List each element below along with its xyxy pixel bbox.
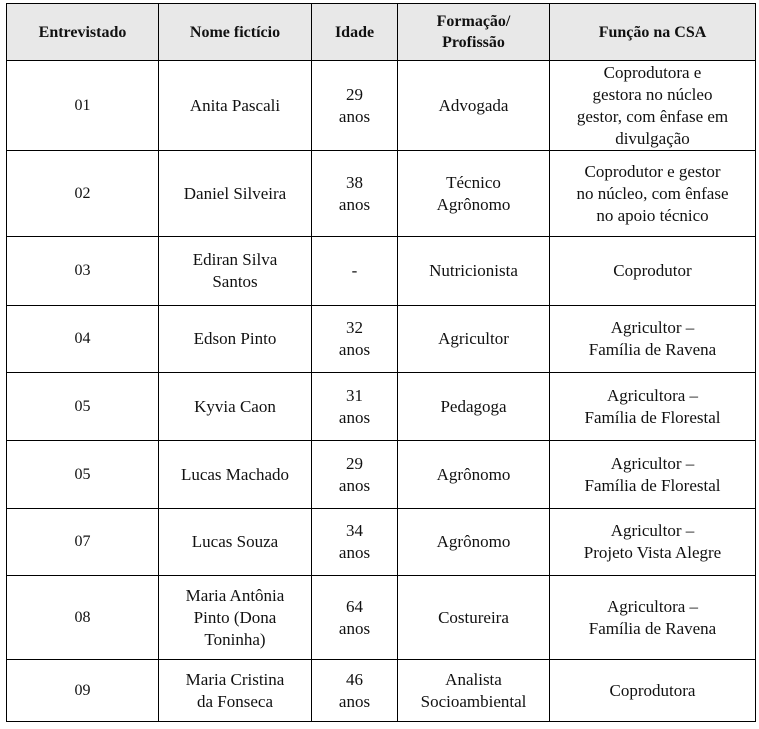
cell-age <box>312 576 398 660</box>
cell-csa-role <box>550 373 756 441</box>
cell-interviewee-id: 04 <box>7 306 159 373</box>
cell-age-line: 29 <box>346 84 363 104</box>
cell-csa-role-line: no núcleo, com ênfase <box>576 183 729 203</box>
cell-csa-role-line: Família de Florestal <box>584 475 721 495</box>
cell-age-line: anos <box>338 340 371 359</box>
cell-education-line: Nutricionista <box>429 261 518 280</box>
cell-education-line: Costureira <box>438 607 509 627</box>
cell-education <box>398 660 550 722</box>
cell-education-line: Técnico <box>446 172 501 192</box>
cell-csa-role-line: Agricultor – <box>610 521 695 540</box>
cell-age <box>312 660 398 722</box>
cell-fictitious-name-line: Santos <box>212 272 258 291</box>
cell-csa-role <box>550 151 756 237</box>
cell-csa-role-line: divulgação <box>615 128 690 148</box>
cell-age-line: anos <box>338 618 371 638</box>
cell-csa-role <box>550 441 756 509</box>
cell-age-line: anos <box>338 691 371 711</box>
table-row <box>7 306 756 373</box>
header-education-line: Profissão <box>442 34 505 51</box>
cell-age-line: 29 <box>346 453 363 473</box>
cell-fictitious-name <box>159 237 312 306</box>
cell-csa-role-line: Agricultor – <box>610 318 695 337</box>
cell-interviewee-id: 05 <box>7 441 159 509</box>
cell-fictitious-name-line: Anita Pascali <box>189 95 281 115</box>
cell-fictitious-name-line: Toninha) <box>204 629 266 649</box>
cell-fictitious-name <box>159 660 312 722</box>
table-body <box>7 61 756 722</box>
cell-age <box>312 237 398 306</box>
cell-age-line: 64 <box>346 596 363 616</box>
cell-fictitious-name-line: Lucas Souza <box>191 532 279 551</box>
cell-education <box>398 373 550 441</box>
table-row <box>7 151 756 237</box>
cell-education <box>398 306 550 373</box>
cell-csa-role <box>550 576 756 660</box>
cell-fictitious-name <box>159 576 312 660</box>
cell-interviewee-id: 05 <box>7 373 159 441</box>
cell-age <box>312 441 398 509</box>
cell-age-line: 38 <box>346 172 363 192</box>
cell-csa-role-line: Coprodutor <box>613 261 692 280</box>
cell-csa-role <box>550 509 756 576</box>
cell-age <box>312 306 398 373</box>
cell-interviewee-id: 08 <box>7 576 159 660</box>
interviewees-table <box>6 3 756 722</box>
cell-education-line: Socioambiental <box>420 691 527 711</box>
table-row <box>7 660 756 722</box>
cell-csa-role-line: Família de Ravena <box>588 618 717 638</box>
cell-fictitious-name-line: Daniel Silveira <box>183 183 287 203</box>
cell-fictitious-name <box>159 306 312 373</box>
cell-age-line: 34 <box>346 521 363 540</box>
table-row <box>7 237 756 306</box>
cell-education-line: Agrônomo <box>436 194 511 214</box>
cell-education-line: Agrônomo <box>436 464 511 484</box>
header-education <box>398 4 550 61</box>
cell-csa-role-line: gestor, com ênfase em <box>576 106 729 126</box>
cell-csa-role-line: Agricultora – <box>606 596 699 616</box>
header-interviewee: Entrevistado <box>7 4 159 61</box>
cell-csa-role-line: Coprodutora <box>609 680 696 700</box>
cell-age-line: anos <box>338 407 371 427</box>
table-row <box>7 509 756 576</box>
cell-csa-role <box>550 61 756 151</box>
table-row <box>7 61 756 151</box>
cell-fictitious-name <box>159 61 312 151</box>
cell-fictitious-name <box>159 509 312 576</box>
cell-csa-role-line: Agricultora – <box>606 385 699 405</box>
cell-interviewee-id: 03 <box>7 237 159 306</box>
header-fictitious-name: Nome fictício <box>159 4 312 61</box>
cell-education-line: Agrônomo <box>436 532 511 551</box>
cell-csa-role <box>550 306 756 373</box>
cell-education <box>398 151 550 237</box>
cell-education <box>398 441 550 509</box>
cell-education <box>398 237 550 306</box>
cell-fictitious-name-line: Ediran Silva <box>192 250 278 269</box>
cell-csa-role <box>550 237 756 306</box>
cell-fictitious-name-line: Kyvia Caon <box>194 396 276 416</box>
cell-age-line: anos <box>338 194 371 214</box>
header-education-line: Formação/ <box>436 13 511 30</box>
cell-age-line: anos <box>338 543 371 562</box>
cell-csa-role-line: Família de Ravena <box>588 340 717 359</box>
cell-education-line: Pedagoga <box>440 396 507 416</box>
cell-education <box>398 509 550 576</box>
cell-csa-role-line: gestora no núcleo <box>592 84 713 104</box>
table-row <box>7 373 756 441</box>
cell-csa-role-line: Coprodutora e <box>603 62 702 82</box>
cell-csa-role-line: Agricultor – <box>610 453 695 473</box>
table-header <box>7 4 756 61</box>
cell-age-line: 46 <box>346 669 363 689</box>
table-row <box>7 441 756 509</box>
table-row <box>7 576 756 660</box>
cell-fictitious-name-line: Edson Pinto <box>193 329 277 348</box>
cell-interviewee-id: 07 <box>7 509 159 576</box>
cell-age-line: - <box>351 261 358 280</box>
header-csa-role: Função na CSA <box>550 4 756 61</box>
cell-fictitious-name-line: Pinto (Dona <box>193 607 277 627</box>
cell-education-line: Advogada <box>438 95 509 115</box>
cell-interviewee-id: 01 <box>7 61 159 151</box>
cell-interviewee-id: 02 <box>7 151 159 237</box>
header-age: Idade <box>312 4 398 61</box>
cell-csa-role-line: no apoio técnico <box>596 205 709 225</box>
cell-age <box>312 373 398 441</box>
cell-interviewee-id: 09 <box>7 660 159 722</box>
cell-age <box>312 61 398 151</box>
cell-age-line: 32 <box>346 318 363 337</box>
cell-education-line: Agricultor <box>438 329 509 348</box>
cell-fictitious-name <box>159 373 312 441</box>
cell-education <box>398 576 550 660</box>
cell-fictitious-name-line: da Fonseca <box>196 691 273 711</box>
cell-csa-role-line: Família de Florestal <box>584 407 721 427</box>
cell-age <box>312 509 398 576</box>
cell-fictitious-name <box>159 441 312 509</box>
cell-csa-role <box>550 660 756 722</box>
cell-csa-role-line: Coprodutor e gestor <box>584 161 721 181</box>
cell-fictitious-name-line: Maria Antônia <box>185 585 285 605</box>
cell-fictitious-name <box>159 151 312 237</box>
cell-fictitious-name-line: Lucas Machado <box>180 464 290 484</box>
cell-age-line: anos <box>338 106 371 126</box>
header-row <box>7 4 756 61</box>
cell-age <box>312 151 398 237</box>
cell-age-line: anos <box>338 475 371 495</box>
cell-age-line: 31 <box>346 385 363 405</box>
cell-education-line: Analista <box>445 669 502 689</box>
cell-education <box>398 61 550 151</box>
cell-fictitious-name-line: Maria Cristina <box>185 669 285 689</box>
cell-csa-role-line: Projeto Vista Alegre <box>583 543 722 562</box>
